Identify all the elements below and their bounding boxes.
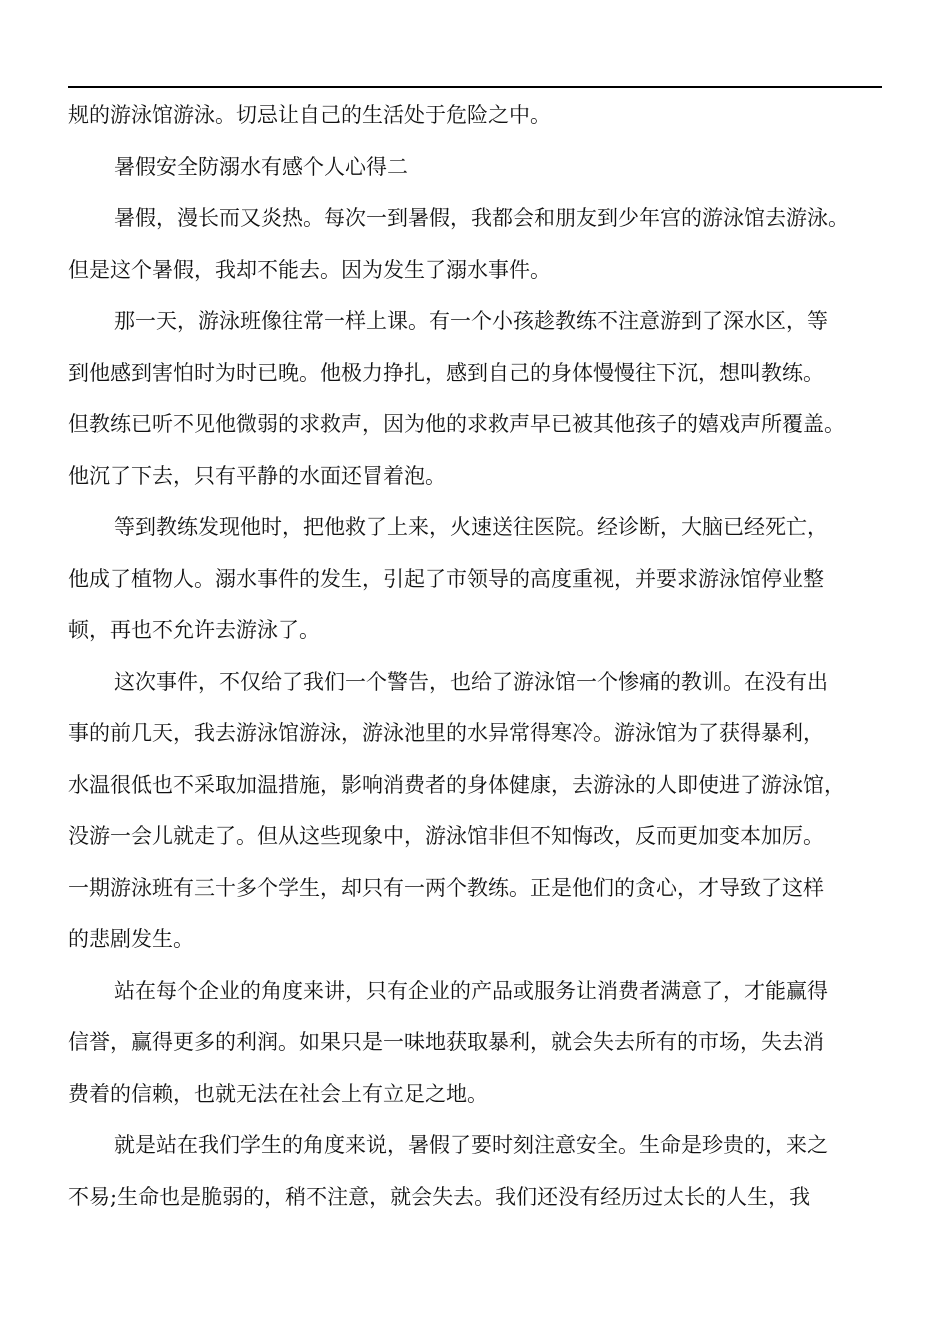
text-line: 信誉，赢得更多的利润。如果只是一味地获取暴利，就会失去所有的市场，失去消 bbox=[68, 1030, 824, 1054]
text-line: 站在每个企业的角度来讲，只有企业的产品或服务让消费者满意了，才能赢得 bbox=[114, 978, 828, 1003]
text-line: 事的前几天，我去游泳馆游泳，游泳池里的水异常得寒冷。游泳馆为了获得暴利， bbox=[68, 721, 824, 745]
text-line: 的悲剧发生。 bbox=[68, 927, 194, 951]
text-line: 一期游泳班有三十多个学生，却只有一两个教练。正是他们的贪心，才导致了这样 bbox=[68, 875, 824, 900]
body-text bbox=[68, 90, 882, 1223]
text-line: 他成了植物人。溺水事件的发生，引起了市领导的高度重视，并要求游泳馆停业整 bbox=[68, 566, 824, 591]
section-heading: 暑假安全防溺水有感个人心得二 bbox=[114, 154, 408, 179]
text-line: 暑假，漫长而又炎热。每次一到暑假，我都会和朋友到少年宫的游泳馆去游泳。 bbox=[114, 206, 849, 230]
text-line: 但教练已听不见他微弱的求救声，因为他的求救声早已被其他孩子的嬉戏声所覆盖。 bbox=[68, 412, 845, 436]
text-line: 到他感到害怕时为时已晚。他极力挣扎，感到自己的身体慢慢往下沉，想叫教练。 bbox=[68, 360, 824, 385]
text-line: 规的游泳馆游泳。切忌让自己的生活处于危险之中。 bbox=[68, 103, 551, 127]
text-line: 费着的信赖，也就无法在社会上有立足之地。 bbox=[68, 1081, 488, 1106]
text-line: 这次事件，不仅给了我们一个警告，也给了游泳馆一个惨痛的教训。在没有出 bbox=[114, 669, 828, 694]
text-line: 但是这个暑假，我却不能去。因为发生了溺水事件。 bbox=[68, 257, 551, 282]
text-line: 水温很低也不采取加温措施，影响消费者的身体健康，去游泳的人即使进了游泳馆， bbox=[68, 772, 845, 797]
text-line: 不易;生命也是脆弱的，稍不注意，就会失去。我们还没有经历过太长的人生，我 bbox=[68, 1184, 811, 1209]
text-line: 就是站在我们学生的角度来说，暑假了要时刻注意安全。生命是珍贵的，来之 bbox=[114, 1133, 828, 1157]
text-line: 那一天，游泳班像往常一样上课。有一个小孩趁教练不注意游到了深水区，等 bbox=[114, 309, 828, 333]
text-line: 他沉了下去，只有平静的水面还冒着泡。 bbox=[68, 463, 446, 488]
text-line: 没游一会儿就走了。但从这些现象中，游泳馆非但不知悔改，反而更加变本加厉。 bbox=[68, 824, 824, 848]
header-rule bbox=[68, 86, 882, 88]
text-line: 顿，再也不允许去游泳了。 bbox=[68, 618, 320, 642]
text-line: 等到教练发现他时，把他救了上来，火速送往医院。经诊断，大脑已经死亡， bbox=[114, 515, 828, 539]
